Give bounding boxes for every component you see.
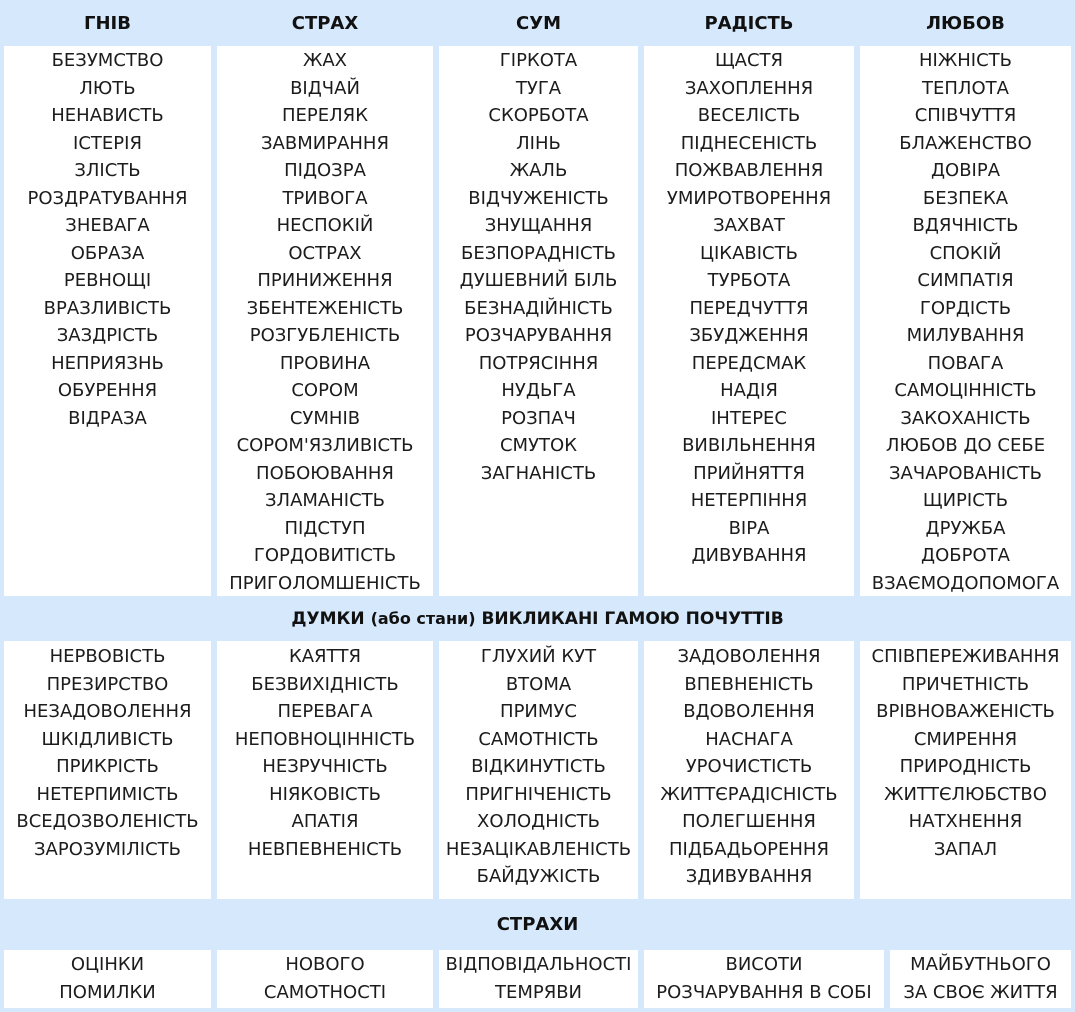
- list-item: ВРІВНОВАЖЕНІСТЬ: [876, 701, 1055, 722]
- list-item: ВДОВОЛЕННЯ: [683, 701, 815, 722]
- list-item: ГЛУХИЙ КУТ: [480, 646, 597, 667]
- list-item: ЗАПАЛ: [933, 838, 998, 860]
- list-item: ПРИРОДНІСТЬ: [899, 756, 1032, 777]
- list-item: САМОТНОСТІ: [263, 981, 387, 1003]
- list-item: ВИСОТИ: [725, 954, 803, 975]
- list-item: ПІДНЕСЕНІСТЬ: [680, 132, 818, 154]
- list-item: НЕТЕРПІННЯ: [690, 490, 808, 511]
- list-item: НЕПОВНОЦІННІСТЬ: [234, 728, 416, 750]
- list-item: СОРОМ: [291, 380, 359, 401]
- list-item: БАЙДУЖІСТЬ: [476, 866, 601, 887]
- column-fears-3: [439, 950, 638, 1008]
- list-item: ЗАЧАРОВАНІСТЬ: [889, 462, 1042, 484]
- list-item: РОЗДРАТУВАННЯ: [27, 187, 188, 209]
- column-thoughts-anger: [4, 641, 211, 899]
- header-sadness: СУМ: [516, 12, 561, 34]
- list-item: ВЗАЄМОДОПОМОГА: [871, 572, 1060, 594]
- list-item: ВІДКИНУТІСТЬ: [471, 756, 606, 777]
- list-item: НЕСПОКІЙ: [276, 215, 374, 236]
- list-item: БЕЗУМСТВО: [51, 50, 164, 71]
- list-item: УРОЧИСТІСТЬ: [685, 756, 813, 777]
- list-item: ДОБРОТА: [921, 545, 1010, 566]
- list-item: ПРИКРІСТЬ: [56, 756, 159, 777]
- list-item: ПІДСТУП: [284, 517, 366, 539]
- list-item: ЗНУЩАННЯ: [484, 215, 593, 236]
- list-item: СКОРБОТА: [488, 105, 589, 126]
- list-item: ІСТЕРІЯ: [73, 132, 142, 154]
- list-item: ЖАХ: [302, 50, 348, 71]
- list-item: ЗЛІСТЬ: [74, 160, 141, 181]
- list-item: ТРИВОГА: [282, 187, 368, 209]
- list-item: ЗАЗДРІСТЬ: [56, 325, 159, 346]
- list-item: НІЖНІСТЬ: [919, 50, 1012, 71]
- list-item: УМИРОТВОРЕННЯ: [666, 187, 832, 209]
- list-item: НЕЗАЦІКАВЛЕНІСТЬ: [445, 838, 632, 860]
- list-item: ПРИЧЕТНІСТЬ: [901, 673, 1030, 695]
- header-love: ЛЮБОВ: [926, 12, 1005, 34]
- list-item: КАЯТТЯ: [288, 646, 362, 667]
- column-sadness: [439, 46, 638, 596]
- list-item: БЕЗВИХІДНІСТЬ: [251, 673, 399, 695]
- list-item: ІНТЕРЕС: [710, 407, 787, 429]
- list-item: ЛЮБОВ ДО СЕБЕ: [885, 435, 1046, 456]
- list-item: НЕПРИЯЗНЬ: [51, 352, 164, 374]
- list-item: ВИВІЛЬНЕННЯ: [682, 435, 816, 456]
- list-item: ПОВАГА: [927, 352, 1004, 374]
- list-item: ВДЯЧНІСТЬ: [912, 215, 1019, 236]
- column-anger: [4, 46, 211, 596]
- list-item: ЗАВМИРАННЯ: [261, 132, 389, 154]
- list-item: ДОВІРА: [930, 160, 1001, 181]
- list-item: РОЗПАЧ: [501, 407, 576, 429]
- list-item: ЗДИВУВАННЯ: [685, 866, 813, 887]
- list-item: НЕНАВИСТЬ: [51, 105, 164, 126]
- list-item: СОРОМ'ЯЗЛИВІСТЬ: [236, 435, 414, 456]
- list-item: ВСЕДОЗВОЛЕНІСТЬ: [16, 811, 199, 832]
- section-title: [291, 609, 783, 629]
- list-item: ПОТРЯСІННЯ: [478, 352, 599, 374]
- list-item: ДИВУВАННЯ: [691, 545, 807, 566]
- title-part: ВИКЛИКАНІ ГАМОЮ ПОЧУТТІВ: [481, 608, 784, 629]
- list-item: БЕЗНАДІЙНІСТЬ: [464, 297, 613, 319]
- list-item: ЩИРІСТЬ: [922, 490, 1009, 511]
- list-item: ПРИГОЛОМШЕНІСТЬ: [229, 572, 421, 594]
- list-item: ЖИТТЄРАДІСНІСТЬ: [660, 783, 838, 805]
- list-item: СМИРЕННЯ: [913, 728, 1018, 750]
- column-fears-4: [644, 950, 884, 1008]
- list-item: ВІДЧУЖЕНІСТЬ: [468, 187, 609, 209]
- list-item: ЗАРОЗУМІЛІСТЬ: [34, 838, 181, 860]
- list-item: МИЛУВАННЯ: [906, 325, 1025, 346]
- list-item: ПРИЙНЯТТЯ: [693, 462, 805, 484]
- list-item: ТУРБОТА: [707, 270, 791, 291]
- list-item: ОЦІНКИ: [70, 954, 145, 975]
- column-thoughts-sadness: [439, 641, 638, 899]
- list-item: ДРУЖБА: [925, 517, 1006, 539]
- list-item: ОБУРЕННЯ: [57, 380, 158, 401]
- list-item: ПОМИЛКИ: [59, 981, 156, 1003]
- list-item: ПРИМУС: [500, 701, 577, 722]
- list-item: ПОБОЮВАННЯ: [256, 462, 394, 484]
- list-item: САМОЦІННІСТЬ: [894, 380, 1037, 401]
- column-love: [860, 46, 1071, 596]
- column-thoughts-love: [860, 641, 1071, 899]
- list-item: ПОЖВАВЛЕННЯ: [674, 160, 824, 181]
- list-item: ЗАДОВОЛЕННЯ: [677, 646, 821, 667]
- list-item: НІЯКОВІСТЬ: [269, 783, 381, 805]
- list-item: САМОТНІСТЬ: [478, 728, 599, 750]
- list-item: ВЕСЕЛІСТЬ: [697, 105, 801, 126]
- list-item: ТЕМРЯВИ: [494, 981, 583, 1003]
- title-paren: (або стани): [370, 608, 476, 628]
- list-item: ШКІДЛИВІСТЬ: [41, 728, 174, 750]
- list-item: СУМНІВ: [289, 407, 361, 429]
- list-item: БЕЗПОРАДНІСТЬ: [461, 242, 616, 264]
- emotions-grid: [0, 46, 1075, 596]
- list-item: ЗБЕНТЕЖЕНІСТЬ: [246, 297, 404, 319]
- column-fears-1: [4, 950, 211, 1008]
- list-item: ПРИНИЖЕННЯ: [257, 270, 393, 291]
- list-item: ЗАХОПЛЕННЯ: [684, 77, 814, 99]
- column-fears-5: [890, 950, 1071, 1008]
- thoughts-grid: [0, 641, 1075, 899]
- header-fear: СТРАХ: [291, 12, 359, 34]
- list-item: НЕВПЕВНЕНІСТЬ: [247, 838, 403, 860]
- list-item: ДУШЕВНИЙ БІЛЬ: [459, 270, 618, 291]
- list-item: ПЕРЕДЧУТТЯ: [689, 297, 809, 319]
- list-item: СИМПАТІЯ: [917, 270, 1014, 291]
- fears-grid: [0, 950, 1075, 1008]
- list-item: ПЕРЕЛЯК: [282, 105, 368, 126]
- list-item: ВРАЗЛИВІСТЬ: [43, 297, 172, 319]
- list-item: ТЕПЛОТА: [922, 77, 1009, 99]
- list-item: ПІДБАДЬОРЕННЯ: [669, 838, 829, 860]
- list-item: РОЗЧАРУВАННЯ В СОБІ: [656, 981, 872, 1003]
- list-item: НОВОГО: [285, 954, 365, 975]
- list-item: ВІДПОВІДАЛЬНОСТІ: [445, 954, 632, 975]
- column-thoughts-fear: [217, 641, 433, 899]
- list-item: АПАТІЯ: [291, 811, 359, 832]
- list-item: ПЕРЕДСМАК: [691, 352, 807, 374]
- list-item: ЖАЛЬ: [509, 160, 568, 181]
- list-item: ОБРАЗА: [70, 242, 145, 264]
- list-item: БЛАЖЕНСТВО: [899, 132, 1032, 154]
- column-fears-2: [217, 950, 433, 1008]
- list-item: ЩАСТЯ: [714, 50, 784, 71]
- list-item: СПІВПЕРЕЖИВАННЯ: [871, 646, 1060, 667]
- fears-title-band: [0, 899, 1075, 950]
- emotion-headers: [0, 0, 1075, 46]
- list-item: СМУТОК: [499, 435, 577, 456]
- list-item: ЛІНЬ: [516, 132, 561, 154]
- list-item: РЕВНОЩІ: [63, 270, 152, 291]
- list-item: НЕТЕРПИМІСТЬ: [36, 783, 179, 805]
- list-item: ГОРДІСТЬ: [919, 297, 1012, 319]
- list-item: ПРЕЗИРСТВО: [46, 673, 169, 695]
- list-item: НЕРВОВІСТЬ: [49, 646, 166, 667]
- list-item: ВТОМА: [505, 673, 572, 695]
- list-item: СПОКІЙ: [929, 242, 1002, 264]
- list-item: ЗА СВОЄ ЖИТТЯ: [903, 981, 1058, 1003]
- list-item: ВПЕВНЕНІСТЬ: [684, 673, 814, 695]
- list-item: ГІРКОТА: [499, 50, 578, 71]
- list-item: ОСТРАХ: [288, 242, 362, 264]
- list-item: НУДЬГА: [501, 380, 576, 401]
- list-item: ЗБУДЖЕННЯ: [689, 325, 809, 346]
- list-item: ПОЛЕГШЕННЯ: [682, 811, 816, 832]
- header-anger: ГНІВ: [84, 12, 131, 34]
- list-item: ПЕРЕВАГА: [277, 701, 373, 722]
- list-item: ХОЛОДНІСТЬ: [476, 811, 601, 832]
- list-item: ПРОВИНА: [279, 352, 371, 374]
- column-fear: [217, 46, 433, 596]
- list-item: СПІВЧУТТЯ: [914, 105, 1017, 126]
- list-item: ПІДОЗРА: [284, 160, 366, 181]
- list-item: ГОРДОВИТІСТЬ: [253, 545, 397, 566]
- section-title: СТРАХИ: [496, 914, 579, 935]
- list-item: ЦІКАВІСТЬ: [700, 242, 798, 264]
- list-item: НЕЗАДОВОЛЕННЯ: [23, 701, 192, 722]
- list-item: НАДІЯ: [720, 380, 778, 401]
- list-item: ЗЛАМАНІСТЬ: [265, 490, 385, 511]
- list-item: ВІДРАЗА: [68, 407, 147, 429]
- list-item: ЛЮТЬ: [79, 77, 136, 99]
- list-item: ЗНЕВАГА: [65, 215, 150, 236]
- list-item: РОЗЧАРУВАННЯ: [464, 325, 613, 346]
- list-item: ЗАКОХАНІСТЬ: [900, 407, 1031, 429]
- thoughts-title-band: [0, 596, 1075, 641]
- list-item: МАЙБУТНЬОГО: [910, 954, 1051, 975]
- list-item: НЕЗРУЧНІСТЬ: [262, 756, 388, 777]
- list-item: ЗАХВАТ: [713, 215, 785, 236]
- column-joy: [644, 46, 854, 596]
- list-item: БЕЗПЕКА: [922, 187, 1009, 209]
- list-item: РОЗГУБЛЕНІСТЬ: [249, 325, 401, 346]
- title-part: ДУМКИ: [291, 608, 365, 629]
- list-item: НАСНАГА: [705, 728, 793, 750]
- list-item: ВІДЧАЙ: [290, 77, 360, 99]
- list-item: ТУГА: [515, 77, 562, 99]
- list-item: ЖИТТЄЛЮБСТВО: [884, 783, 1047, 805]
- column-thoughts-joy: [644, 641, 854, 899]
- list-item: ЗАГНАНІСТЬ: [480, 462, 597, 484]
- list-item: НАТХНЕННЯ: [908, 811, 1023, 832]
- list-item: ВІРА: [728, 517, 770, 539]
- list-item: ПРИГНІЧЕНІСТЬ: [465, 783, 612, 805]
- header-joy: РАДІСТЬ: [704, 12, 794, 34]
